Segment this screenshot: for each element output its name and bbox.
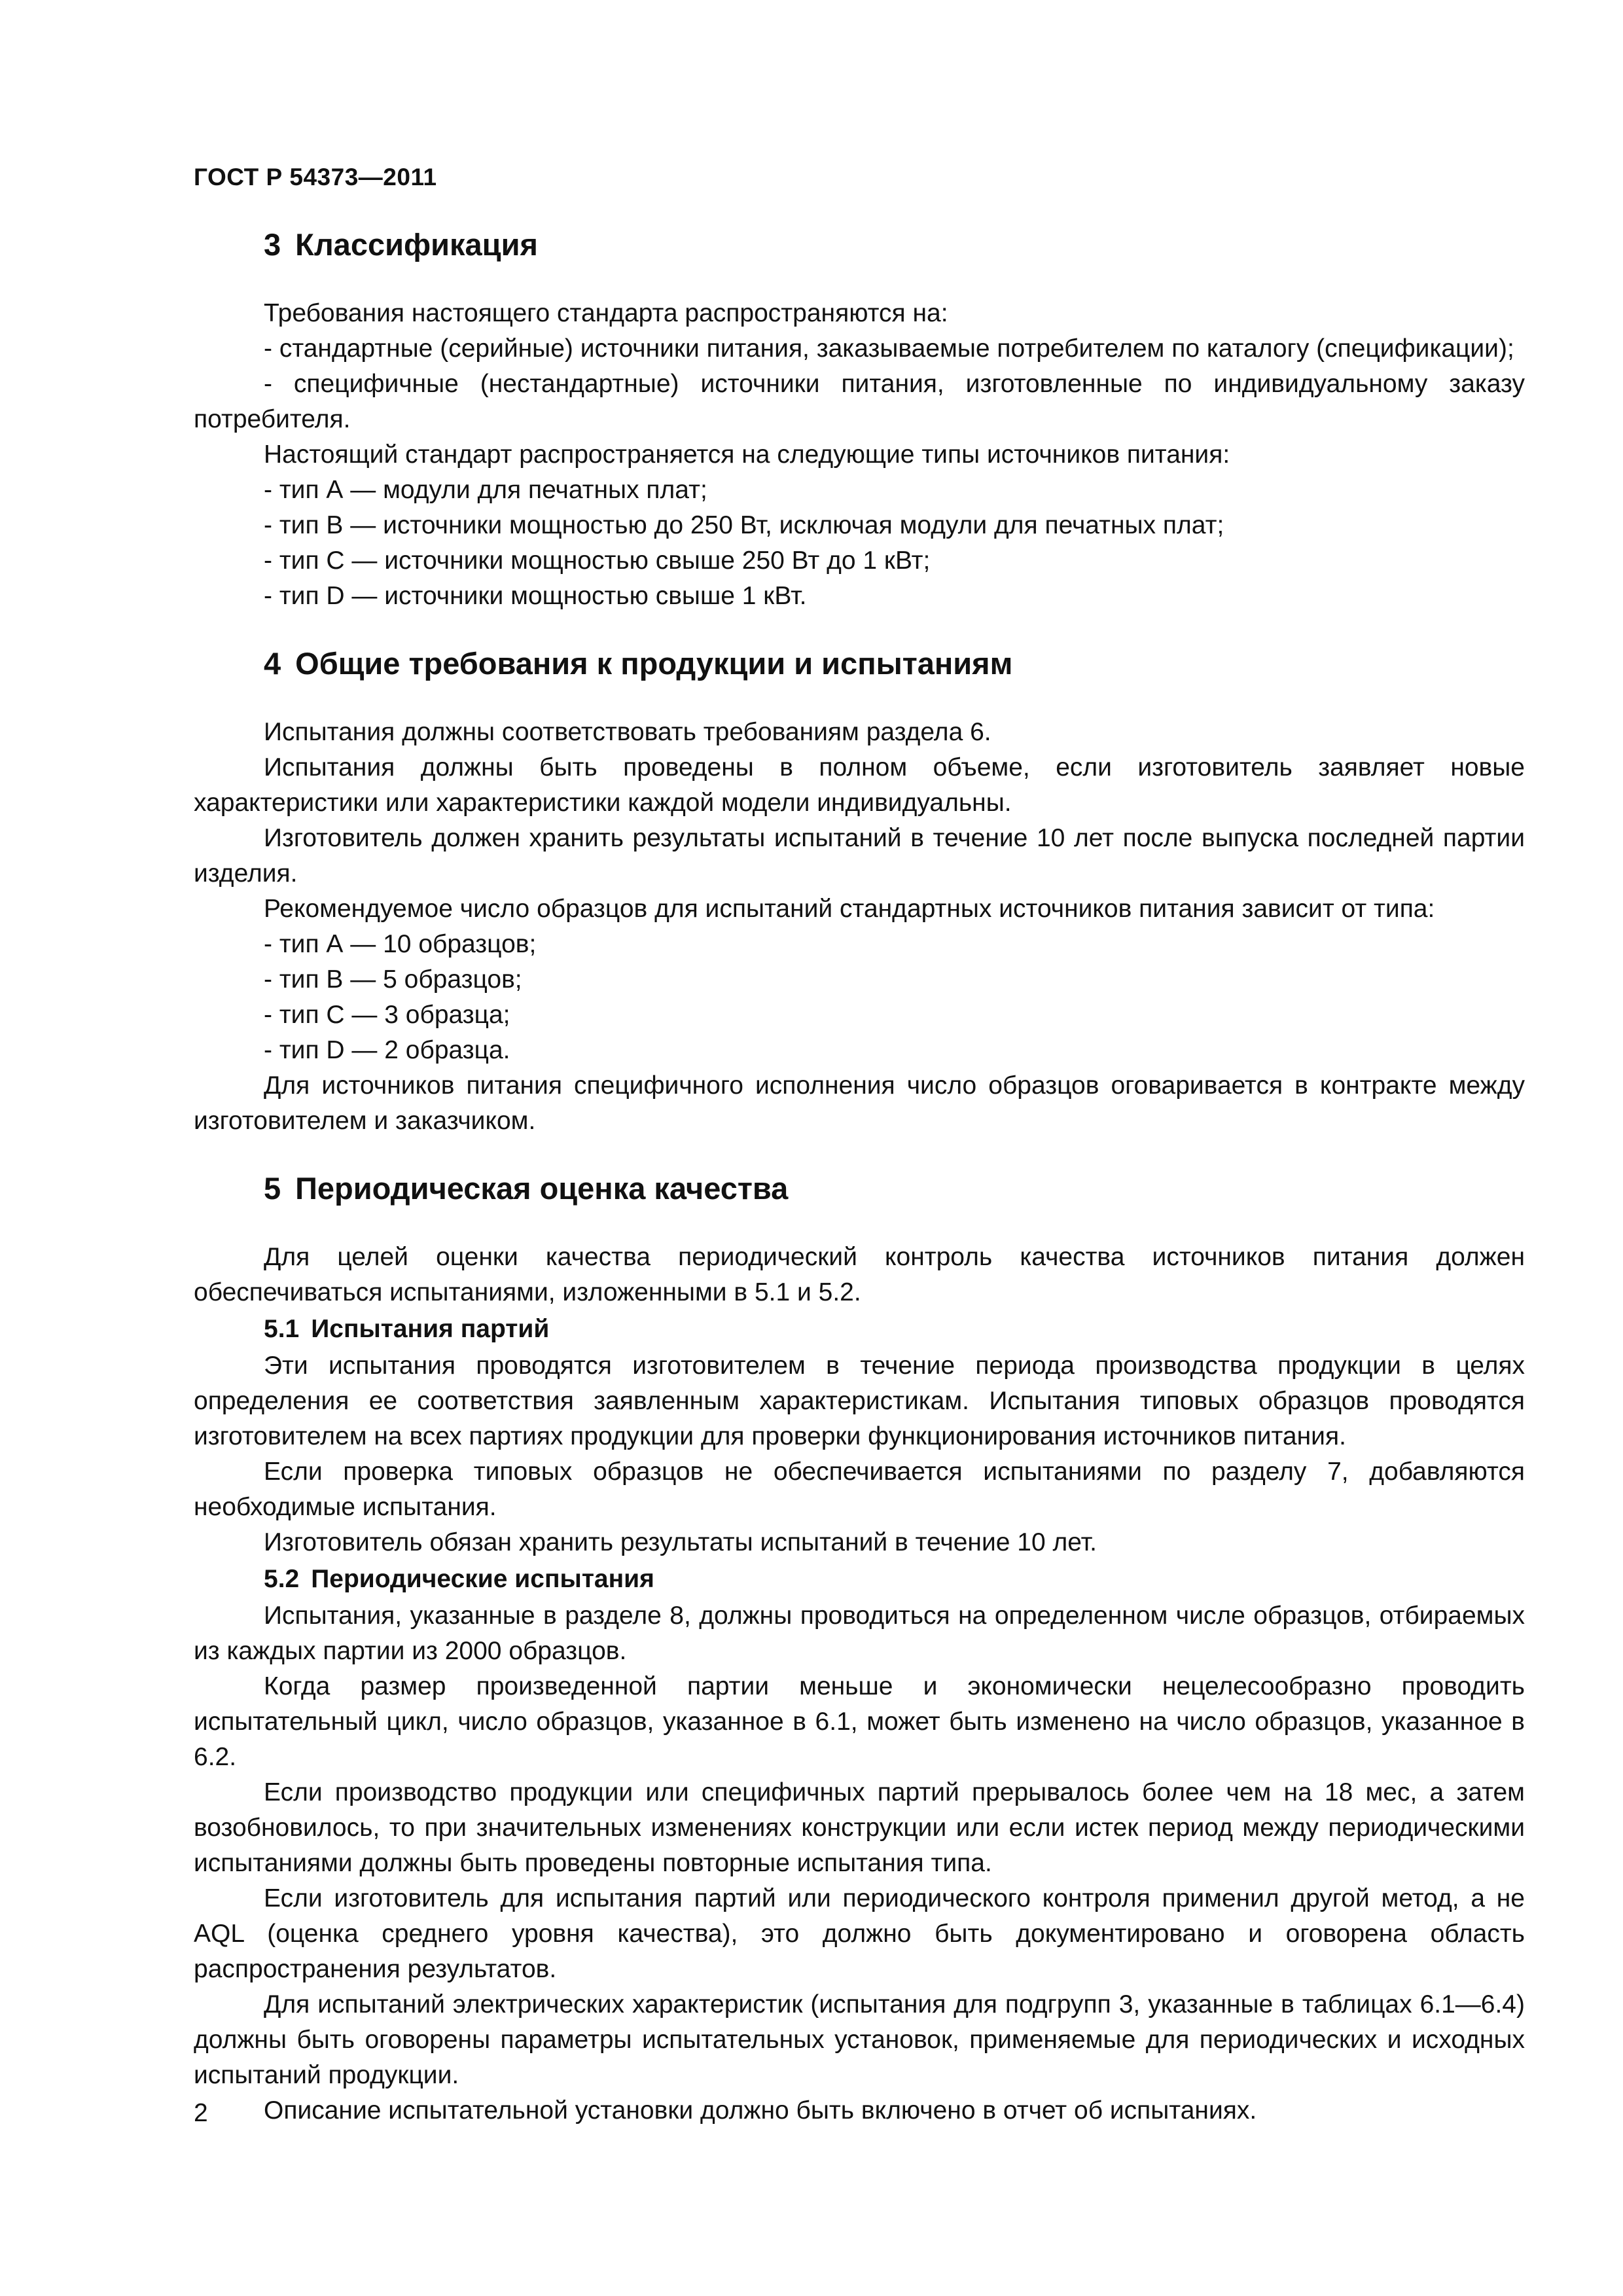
paragraph: Испытания должны быть проведены в полном объеме, если изготовитель заявляет новые характеристики или характеристики каждой модели индивидуальны. (194, 753, 1525, 817)
paragraph: Требования настоящего стандарта распространяются на: (264, 299, 948, 327)
subsection-number: 5.2 (264, 1565, 300, 1593)
list-item: - тип С — источники мощностью свыше 250 Вт до 1 кВт; (264, 547, 931, 575)
paragraph: Если изготовитель для испытания партий или периодического контроля применил другой метод, а не AQL (оценка среднего уровня качества), это должно быть документировано и оговорена область распространения результатов. (194, 1884, 1525, 1983)
section-title: Классификация (295, 227, 538, 262)
list-item: - тип D — источники мощностью свыше 1 кВт. (264, 582, 807, 610)
page-content (194, 196, 1525, 2128)
paragraph: Если производство продукции или специфичных партий прерывалось более чем на 18 мес, а затем возобновилось, то при значительных изменениях конструкции или если истек период между периодическими испытаниями должны быть проведены повторные испытания типа. (194, 1778, 1525, 1877)
paragraph: Описание испытательной установки должно быть включено в отчет об испытаниях. (264, 2096, 1257, 2125)
subsection-title: Испытания партий (311, 1315, 550, 1343)
list-item: - тип А — модули для печатных плат; (264, 476, 707, 504)
section-number: 3 (264, 227, 281, 262)
list-item: - стандартные (серийные) источники питания, заказываемые потребителем по каталогу (спецификации); (264, 334, 1514, 363)
list-item: - тип С — 3 образца; (264, 1001, 510, 1029)
subsection-5-2-heading (264, 1562, 1525, 1597)
section-title: Общие требования к продукции и испытаниям (295, 646, 1013, 681)
subsection-title: Периодические испытания (311, 1565, 654, 1593)
section-4-heading (264, 644, 1525, 683)
section-3-heading (264, 225, 1525, 264)
subsection-number: 5.1 (264, 1315, 300, 1343)
paragraph: Изготовитель обязан хранить результаты испытаний в течение 10 лет. (264, 1528, 1097, 1556)
list-item: - специфичные (нестандартные) источники питания, изготовленные по индивидуальному заказу потребителя. (194, 370, 1525, 433)
paragraph: Испытания, указанные в разделе 8, должны проводиться на определенном числе образцов, отбираемых из каждых партии из 2000 образцов. (194, 1602, 1525, 1665)
list-item: - тип В — 5 образцов; (264, 965, 522, 994)
section-number: 5 (264, 1171, 281, 1206)
section-title: Периодическая оценка качества (295, 1171, 789, 1206)
subsection-5-1-heading (264, 1312, 1525, 1347)
section-number: 4 (264, 646, 281, 681)
paragraph: Изготовитель должен хранить результаты испытаний в течение 10 лет после выпуска последней партии изделия. (194, 824, 1525, 888)
section-5-heading (264, 1169, 1525, 1208)
paragraph: Для испытаний электрических характеристик (испытания для подгрупп 3, указанные в таблицах 6.1—6.4) должны быть оговорены параметры испытательных установок, применяемые для периодических и исходных испытаний продукции. (194, 1990, 1525, 2089)
document-code: ГОСТ Р 54373—2011 (194, 164, 437, 190)
list-item: - тип D — 2 образца. (264, 1036, 510, 1064)
page-number: 2 (194, 2099, 208, 2127)
paragraph: Для источников питания специфичного исполнения число образцов оговаривается в контракте между изготовителем и заказчиком. (194, 1071, 1525, 1135)
list-item: - тип В — источники мощностью до 250 Вт, исключая модули для печатных плат; (264, 511, 1224, 539)
list-item: - тип А — 10 образцов; (264, 930, 537, 958)
paragraph: Испытания должны соответствовать требованиям раздела 6. (264, 718, 991, 746)
paragraph: Когда размер произведенной партии меньше и экономически нецелесообразно проводить испытательный цикл, число образцов, указанное в 6.1, может быть изменено на число образцов, указанное в 6.2. (194, 1672, 1525, 1771)
paragraph: Рекомендуемое число образцов для испытаний стандартных источников питания зависит от типа: (264, 895, 1435, 923)
paragraph: Настоящий стандарт распространяется на следующие типы источников питания: (264, 440, 1230, 469)
paragraph: Для целей оценки качества периодический контроль качества источников питания должен обеспечиваться испытаниями, изложенными в 5.1 и 5.2. (194, 1243, 1525, 1306)
paragraph: Эти испытания проводятся изготовителем в течение периода производства продукции в целях определения ее соответствия заявленным характеристикам. Испытания типовых образцов проводятся изготовителем на всех партиях продукции для проверки функционирования источников питания. (194, 1352, 1525, 1450)
paragraph: Если проверка типовых образцов не обеспечивается испытаниями по разделу 7, добавляются необходимые испытания. (194, 1458, 1525, 1521)
